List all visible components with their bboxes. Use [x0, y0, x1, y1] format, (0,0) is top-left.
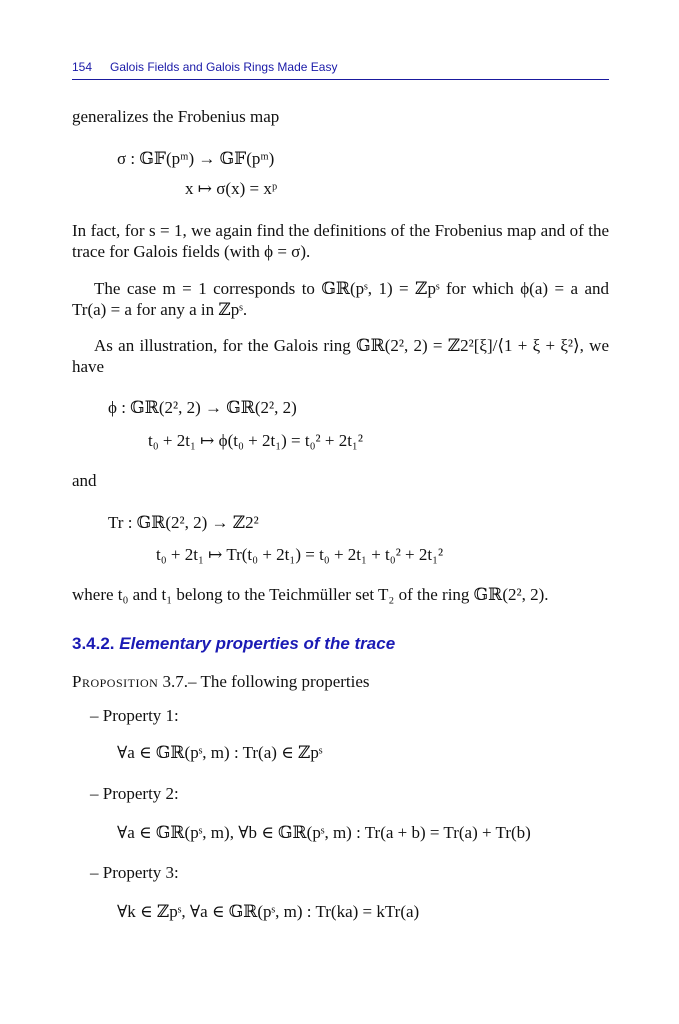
paragraph: where t₀ and t₁ belong to the Teichmüller set T₂ of the ring 𝔾ℝ(2², 2).: [72, 585, 549, 604]
property-label: – Property 1:: [90, 706, 179, 725]
proposition-text: The following properties: [200, 672, 370, 691]
paragraph: The case m = 1 corresponds to 𝔾ℝ(pˢ, 1) = ℤpˢ for which ϕ(a) = a and Tr(a) = a for any a in ℤpˢ.: [72, 279, 609, 319]
property-label: – Property 2:: [90, 784, 179, 803]
property-label: – Property 3:: [90, 863, 179, 882]
equation-trace-map: Tr : 𝔾ℝ(2², 2) → ℤ2²: [108, 513, 259, 532]
property-formula: ∀a ∈ 𝔾ℝ(pˢ, m) : Tr(a) ∈ ℤpˢ: [117, 743, 323, 762]
equation-frobenius-rule: x ↦ σ(x) = xᵖ: [185, 179, 278, 198]
section-heading: [72, 634, 395, 654]
paragraph: As an illustration, for the Galois ring 𝔾ℝ(2², 2) = ℤ2²[ξ]/⟨1 + ξ + ξ²⟩, we have: [72, 336, 609, 376]
page-number: 154: [72, 60, 93, 74]
equation-frobenius-map: σ : 𝔾𝔽(pᵐ) → 𝔾𝔽(pᵐ): [117, 149, 275, 168]
paragraph: generalizes the Frobenius map: [72, 107, 280, 126]
running-header: [72, 58, 609, 80]
proposition: [72, 672, 370, 692]
section-number: 3.4.2.: [72, 634, 115, 653]
equation-phi-map: ϕ : 𝔾ℝ(2², 2) → 𝔾ℝ(2², 2): [108, 398, 297, 417]
section-title: Elementary properties of the trace: [119, 634, 396, 653]
property-formula: ∀k ∈ ℤpˢ, ∀a ∈ 𝔾ℝ(pˢ, m) : Tr(ka) = kTr(a): [117, 902, 420, 921]
paragraph: In fact, for s = 1, we again find the definitions of the Frobenius map and of the trace for Galois fields (with ϕ = σ).: [72, 221, 609, 261]
paragraph: and: [72, 471, 97, 490]
proposition-number: 3.7.–: [162, 672, 197, 691]
equation-trace-rule: t₀ + 2t₁ ↦ Tr(t₀ + 2t₁) = t₀ + 2t₁ + t₀² + 2t₁²: [156, 545, 444, 564]
property-formula: ∀a ∈ 𝔾ℝ(pˢ, m), ∀b ∈ 𝔾ℝ(pˢ, m) : Tr(a + b) = Tr(a) + Tr(b): [117, 823, 531, 842]
proposition-label: Proposition: [72, 672, 159, 691]
equation-phi-rule: t₀ + 2t₁ ↦ ϕ(t₀ + 2t₁) = t₀² + 2t₁²: [148, 431, 363, 450]
running-title: Galois Fields and Galois Rings Made Easy: [110, 60, 338, 74]
